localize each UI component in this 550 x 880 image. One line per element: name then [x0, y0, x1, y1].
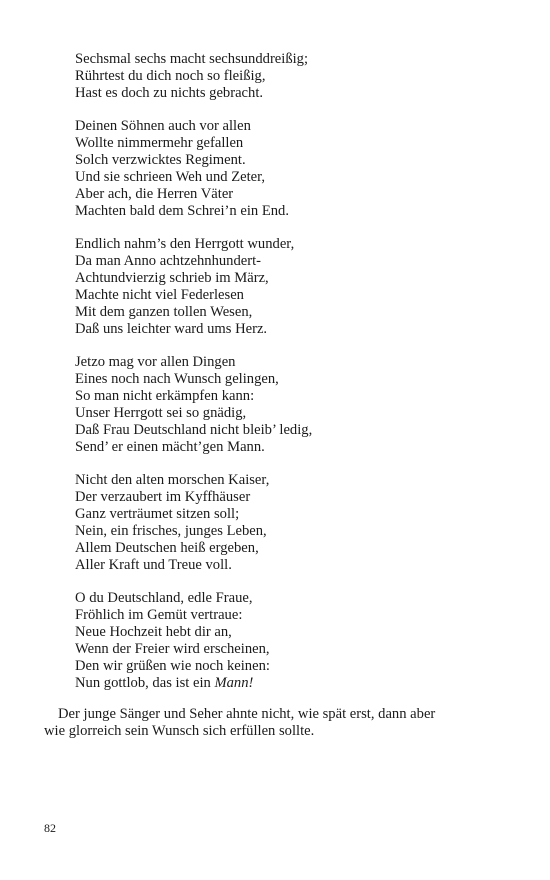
- poem-line-final-text: Nun gottlob, das ist ein: [75, 675, 215, 691]
- poem-line: Allem Deutschen heiß ergeben,: [75, 540, 259, 556]
- poem-line: O du Deutschland, edle Fraue,: [75, 590, 253, 606]
- poem-line: Wenn der Freier wird erscheinen,: [75, 641, 270, 657]
- poem-line: Aber ach, die Herren Väter: [75, 186, 234, 202]
- poem-line: Da man Anno achtzehnhundert-: [75, 253, 262, 269]
- stanza-5: [75, 472, 515, 574]
- poem-line: Unser Herrgott sei so gnädig,: [75, 405, 247, 421]
- poem-line: Den wir grüßen wie noch keinen:: [75, 658, 270, 674]
- poem-line-final: [75, 675, 515, 692]
- poem-line: Mit dem ganzen tollen Wesen,: [75, 304, 253, 320]
- poem-line: Sechsmal sechs macht sechsunddreißig;: [75, 51, 309, 67]
- prose-line-2: wie glorreich sein Wunsch sich erfüllen sollte.: [44, 723, 315, 739]
- stanza-3: [75, 236, 515, 338]
- prose-paragraph: [44, 706, 484, 740]
- prose-line-1: Der junge Sänger und Seher ahnte nicht, wie spät erst, dann aber: [58, 706, 436, 722]
- emphasized-word: Mann!: [214, 675, 254, 691]
- poem-line: Solch verzwicktes Regiment.: [75, 152, 246, 168]
- poem: [75, 51, 515, 708]
- poem-line: Deinen Söhnen auch vor allen: [75, 118, 251, 134]
- poem-line: So man nicht erkämpfen kann:: [75, 388, 255, 404]
- poem-line: Der verzaubert im Kyffhäuser: [75, 489, 251, 505]
- stanza-4: [75, 354, 515, 456]
- poem-line: Nein, ein frisches, junges Leben,: [75, 523, 267, 539]
- poem-line: Endlich nahm’s den Herrgott wunder,: [75, 236, 295, 252]
- poem-line: Rührtest du dich noch so fleißig,: [75, 68, 266, 84]
- poem-line: Aller Kraft und Treue voll.: [75, 557, 232, 573]
- poem-line: Daß uns leichter ward ums Herz.: [75, 321, 268, 337]
- poem-line: Hast es doch zu nichts gebracht.: [75, 85, 264, 101]
- stanza-6: [75, 590, 515, 692]
- poem-line: Machte nicht viel Federlesen: [75, 287, 244, 303]
- poem-line: Send’ er einen mächt’gen Mann.: [75, 439, 265, 455]
- poem-line: Und sie schrieen Weh und Zeter,: [75, 169, 266, 185]
- page-number: 82: [44, 821, 56, 835]
- poem-line: Machten bald dem Schrei’n ein End.: [75, 203, 289, 219]
- poem-line: Daß Frau Deutschland nicht bleib’ ledig,: [75, 422, 313, 438]
- poem-line: Jetzo mag vor allen Dingen: [75, 354, 236, 370]
- poem-line: Eines noch nach Wunsch gelingen,: [75, 371, 279, 387]
- poem-line: Wollte nimmermehr gefallen: [75, 135, 244, 151]
- stanza-2: [75, 118, 515, 220]
- poem-line: Ganz verträumet sitzen soll;: [75, 506, 240, 522]
- poem-line: Fröhlich im Gemüt vertraue:: [75, 607, 243, 623]
- poem-line: Achtundvierzig schrieb im März,: [75, 270, 269, 286]
- poem-line: Neue Hochzeit hebt dir an,: [75, 624, 232, 640]
- stanza-1: [75, 51, 515, 102]
- poem-line: Nicht den alten morschen Kaiser,: [75, 472, 270, 488]
